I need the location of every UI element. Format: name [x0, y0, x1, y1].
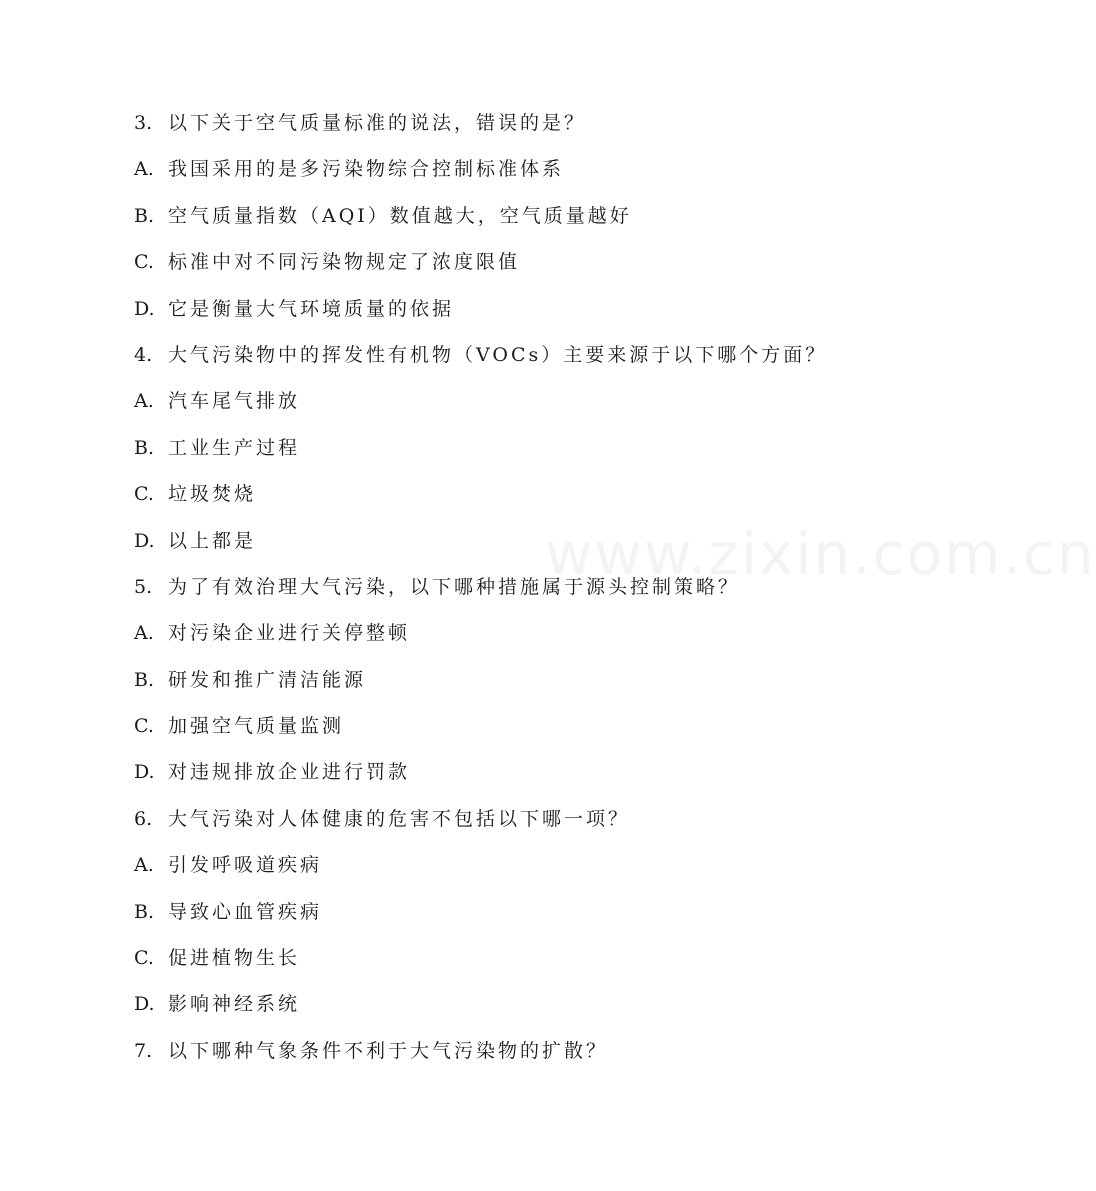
option-text: 对违规排放企业进行罚款 — [168, 761, 411, 784]
option-label: C. — [134, 715, 154, 738]
option-label: D. — [134, 297, 155, 320]
option-3a — [134, 149, 834, 195]
option-text: 空气质量指数（AQI）数值越大，空气质量越好 — [168, 204, 632, 227]
option-3c — [134, 242, 834, 288]
question-text: 大气污染物中的挥发性有机物（VOCs）主要来源于以下哪个方面？ — [168, 343, 828, 366]
option-label: D. — [134, 529, 155, 552]
option-text: 以上都是 — [168, 529, 257, 552]
option-4a — [134, 381, 834, 427]
question-5 — [134, 567, 834, 613]
option-5b — [134, 660, 834, 706]
question-text: 以下哪种气象条件不利于大气污染物的扩散？ — [168, 1039, 609, 1062]
option-text: 研发和推广清洁能源 — [168, 668, 367, 691]
option-4d — [134, 521, 834, 567]
watermark: www.zixin.com.cn — [545, 520, 1096, 588]
question-text: 为了有效治理大气污染，以下哪种措施属于源头控制策略？ — [168, 575, 741, 598]
option-label: C. — [134, 947, 154, 970]
option-text: 对污染企业进行关停整顿 — [168, 622, 411, 645]
question-number: 4. — [134, 343, 153, 366]
option-text: 引发呼吸道疾病 — [168, 854, 323, 877]
question-3 — [134, 103, 834, 149]
option-text: 加强空气质量监测 — [168, 715, 345, 738]
option-6c — [134, 938, 834, 984]
option-text: 影响神经系统 — [168, 993, 301, 1016]
question-text: 以下关于空气质量标准的说法，错误的是？ — [168, 112, 587, 134]
question-number: 5. — [134, 575, 153, 598]
question-list — [134, 103, 834, 1077]
option-5a — [134, 613, 834, 659]
option-5d — [134, 752, 834, 798]
question-6 — [134, 799, 834, 845]
question-7 — [134, 1031, 834, 1077]
option-label: B. — [134, 900, 155, 923]
option-4c — [134, 474, 834, 520]
question-4 — [134, 335, 834, 381]
option-6a — [134, 845, 834, 891]
option-label: B. — [134, 668, 155, 691]
option-label: B. — [134, 436, 155, 459]
question-number: 7. — [134, 1039, 153, 1062]
option-text: 它是衡量大气环境质量的依据 — [168, 297, 455, 320]
option-label: A. — [134, 390, 154, 413]
option-text: 标准中对不同污染物规定了浓度限值 — [168, 251, 521, 274]
option-6b — [134, 892, 834, 938]
option-3d — [134, 289, 834, 335]
option-text: 我国采用的是多污染物综合控制标准体系 — [168, 158, 565, 181]
option-text: 工业生产过程 — [168, 436, 301, 459]
option-label: A. — [134, 622, 154, 645]
option-label: A. — [134, 854, 154, 877]
option-label: D. — [134, 993, 155, 1016]
option-label: B. — [134, 204, 155, 227]
option-3b — [134, 196, 834, 242]
option-text: 汽车尾气排放 — [168, 390, 301, 413]
option-text: 垃圾焚烧 — [168, 483, 257, 506]
option-text: 促进植物生长 — [168, 947, 301, 970]
option-label: C. — [134, 251, 154, 274]
question-text: 大气污染对人体健康的危害不包括以下哪一项？ — [168, 807, 631, 830]
option-label: C. — [134, 483, 154, 506]
option-5c — [134, 706, 834, 752]
option-4b — [134, 428, 834, 474]
option-text: 导致心血管疾病 — [168, 900, 323, 923]
option-label: A. — [134, 158, 154, 181]
option-6d — [134, 984, 834, 1030]
option-label: D. — [134, 761, 155, 784]
question-number: 3. — [134, 112, 153, 134]
question-number: 6. — [134, 807, 153, 830]
